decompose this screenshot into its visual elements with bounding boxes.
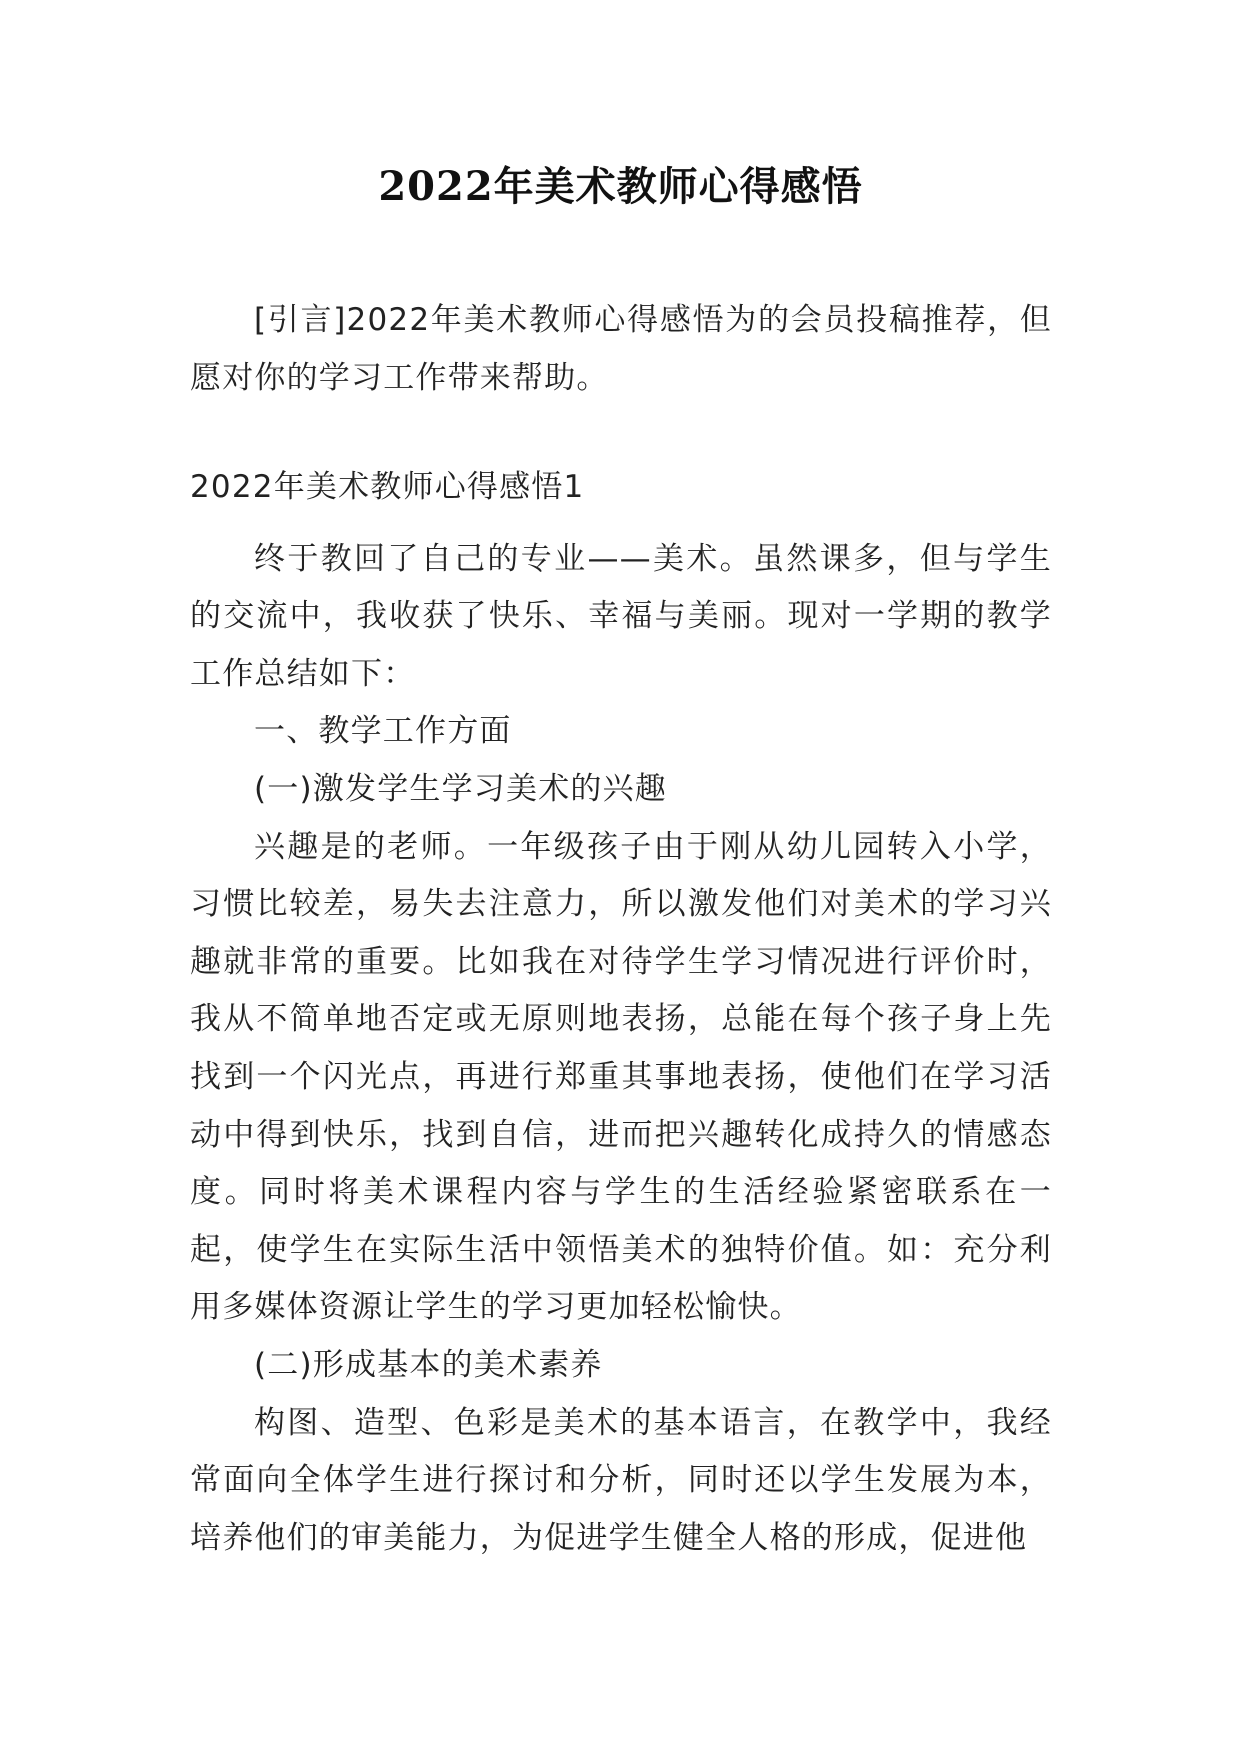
section-title: 2022年美术教师心得感悟1 bbox=[190, 469, 585, 505]
body-paragraph: 构图、造型、色彩是美术的基本语言，在教学中，我经常面向全体学生进行探讨和分析，同时还以学生发展为本，培养他们的审美能力，为促进学生健全人格的形成，促进他 bbox=[190, 1404, 1052, 1556]
document-title: 2022年美术教师心得感悟 bbox=[378, 163, 863, 210]
intro-paragraph: [引言]2022年美术教师心得感悟为的会员投稿推荐，但愿对你的学习工作带来帮助。 bbox=[190, 302, 1052, 396]
content-block bbox=[190, 459, 1052, 1567]
subsection-heading: (一)激发学生学习美术的兴趣 bbox=[254, 770, 667, 807]
section-heading: 一、教学工作方面 bbox=[254, 713, 512, 750]
body-paragraph: 终于教回了自己的专业——美术。虽然课多，但与学生的交流中，我收获了快乐、幸福与美丽。现对一学期的教学工作总结如下： bbox=[190, 540, 1052, 692]
subsection-heading: (二)形成基本的美术素养 bbox=[254, 1346, 603, 1383]
intro-block bbox=[190, 292, 1052, 407]
body-paragraph: 兴趣是的老师。一年级孩子由于刚从幼儿园转入小学，习惯比较差，易失去注意力，所以激发他们对美术的学习兴趣就非常的重要。比如我在对待学生学习情况进行评价时，我从不简单地否定或无原则地表扬，总能在每个孩子身上先找到一个闪光点，再进行郑重其事地表扬，使他们在学习活动中得到快乐，找到自信，进而把兴趣转化成持久的情感态度。同时将美术课程内容与学生的生活经验紧密联系在一起，使学生在实际生活中领悟美术的独特价值。如：充分利用多媒体资源让学生的学习更加轻松愉快。 bbox=[190, 828, 1052, 1326]
